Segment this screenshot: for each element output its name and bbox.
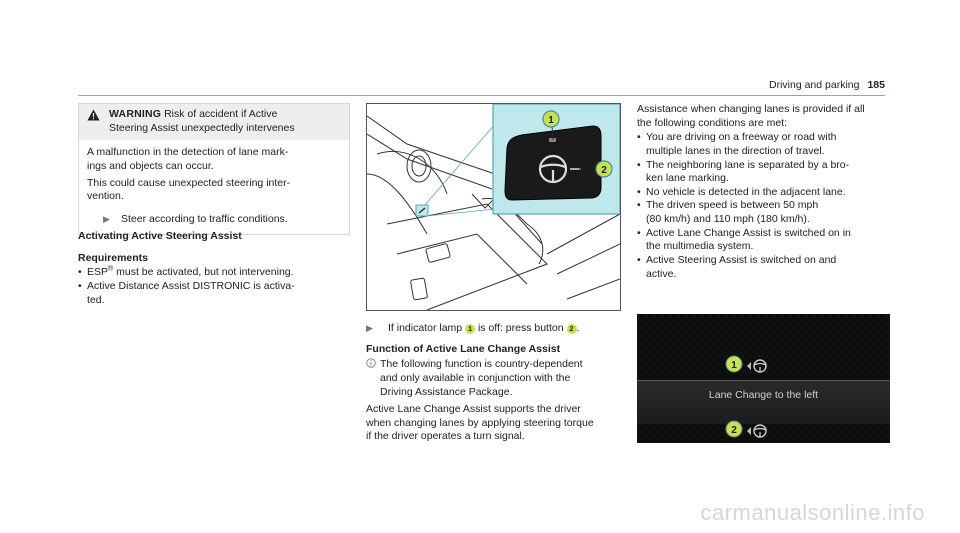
cockpit-drawing [367,104,620,310]
section-title: Driving and parking [769,79,860,91]
activating-section [78,230,353,307]
step-arrow-icon: ▶ [103,213,110,224]
conditions-intro-1: Assistance when changing lanes is provided if all [637,103,865,115]
activating-heading: Activating Active Steering Assist [78,230,242,242]
instruction-step: ▶ If indicator lamp 1 is off: press button 2 . [366,322,580,334]
warning-title-2: Steering Assist unexpectedly intervenes [109,121,295,134]
warning-title-1: Risk of accident if Active [164,108,278,120]
condition-item: • Active Lane Change Assist is switched on in the multimedia system. [637,227,892,254]
warning-label: WARNING [109,108,162,120]
svg-text:2: 2 [601,165,607,176]
requirements-heading: Requirements [78,251,149,264]
watermark: carmanualsonline.info [700,500,925,525]
conditions-intro-2: the following conditions are met: [637,116,787,129]
function-body: Active Lane Change Assist supports the driver when changing lanes by applying steering torque if the driver operates a turn signal. [366,403,594,443]
lane-change-indicator-bottom [726,421,766,437]
svg-text:2: 2 [731,425,737,436]
condition-item: • The neighboring lane is separated by a bro- ken lane marking. [637,159,892,186]
conditions-list [637,131,892,281]
cockpit-illustration [366,103,621,311]
info-note: The following function is country-dependent and only available in conjunction with the Driving Assistance Package. [366,358,628,399]
requirement-item: • ESP® must be activated, but not intervening. [78,266,353,280]
page-number: 185 [867,79,885,91]
step-arrow-icon: ▶ [366,323,373,333]
warning-triangle-icon [87,108,109,135]
warning-header [79,104,349,140]
warning-step-text: Steer according to traffic conditions. [121,212,288,225]
condition-item: • Active Steering Assist is switched on and active. [637,254,892,281]
condition-item: • You are driving on a freeway or road with multiple lanes in the direction of travel. [637,131,892,158]
warning-step [87,213,341,227]
svg-text:1: 1 [548,115,554,126]
warning-text-4: vention. [87,190,124,203]
page-header [769,79,885,93]
requirement-item: • Active Distance Assist DISTRONIC is activa- ted. [78,280,353,307]
header-rule [78,95,885,96]
display-illustration [637,314,890,443]
requirements-list [78,266,353,307]
warning-body [79,140,349,234]
display-message: Lane Change to the left [708,389,819,401]
warning-text-2: ings and objects can occur. [87,159,214,172]
condition-item: • No vehicle is detected in the adjacent lane. [637,186,892,200]
warning-text-3: This could cause unexpected steering inter- [87,176,291,189]
svg-text:1: 1 [731,360,737,371]
function-section [366,322,628,444]
warning-box [78,103,350,235]
lane-change-indicator-top [726,356,766,372]
info-icon [366,358,380,399]
warning-text-1: A malfunction in the detection of lane mark- [87,146,289,159]
condition-item: • The driven speed is between 50 mph (80 km/h) and 110 mph (180 km/h). [637,199,892,226]
function-heading: Function of Active Lane Change Assist [366,342,561,355]
conditions-section [637,103,892,281]
